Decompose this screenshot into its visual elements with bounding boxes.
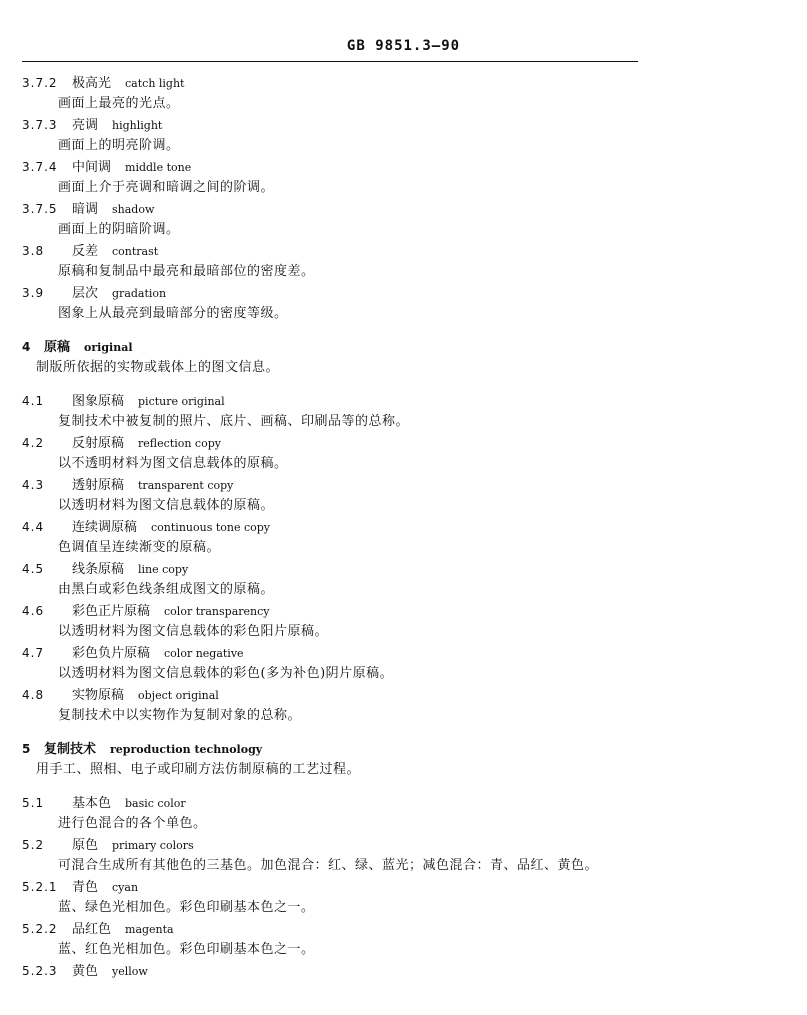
- term-english: magenta: [125, 923, 174, 936]
- term-definition: 复制技术中以实物作为复制对象的总称。: [58, 708, 302, 723]
- term-english: transparent copy: [138, 479, 234, 492]
- term-chinese: 反差: [72, 244, 99, 259]
- clause-number: 4.6: [22, 604, 45, 618]
- section-5-reproduction-technology: [22, 738, 782, 780]
- term-entry-4-2: [22, 432, 782, 474]
- term-english: basic color: [125, 797, 186, 810]
- term-chinese: 原色: [72, 838, 99, 853]
- clause-number: 3.7.3: [22, 118, 58, 132]
- clause-number: 4.8: [22, 688, 45, 702]
- term-chinese: 实物原稿: [72, 688, 125, 703]
- term-english: gradation: [112, 287, 167, 300]
- term-chinese: 透射原稿: [72, 478, 125, 493]
- term-entry-3-7-3: [22, 114, 782, 156]
- document-body: [22, 72, 782, 981]
- term-english: cyan: [112, 881, 139, 894]
- term-definition: 画面上的阴暗阶调。: [58, 222, 180, 237]
- term-chinese: 线条原稿: [72, 562, 125, 577]
- term-entry-5-1: [22, 792, 782, 834]
- term-chinese: 彩色正片原稿: [72, 604, 151, 619]
- term-english: contrast: [112, 245, 159, 258]
- section-title-english: original: [84, 341, 133, 354]
- term-definition: 原稿和复制品中最亮和最暗部位的密度差。: [58, 264, 315, 279]
- page-header: GB 9851.3—90: [346, 38, 461, 54]
- term-chinese: 青色: [72, 880, 99, 895]
- header-rule: [22, 61, 638, 62]
- term-entry-4-5: [22, 558, 782, 600]
- clause-number: 5.2.1: [22, 880, 58, 894]
- term-definition: 图象上从最亮到最暗部分的密度等级。: [58, 306, 288, 321]
- term-english: object original: [138, 689, 219, 702]
- clause-number: 5.2.3: [22, 964, 58, 978]
- term-entry-3-9: [22, 282, 782, 324]
- term-chinese: 中间调: [72, 160, 112, 175]
- section-title-english: reproduction technology: [110, 743, 263, 756]
- clause-number: 5.1: [22, 796, 45, 810]
- term-entry-4-7: [22, 642, 782, 684]
- section-number: 4: [22, 340, 32, 354]
- term-entry-4-4: [22, 516, 782, 558]
- term-english: color transparency: [164, 605, 270, 618]
- term-chinese: 亮调: [72, 118, 99, 133]
- term-chinese: 品红色: [72, 922, 112, 937]
- term-chinese: 彩色负片原稿: [72, 646, 151, 661]
- section-4-original: [22, 336, 782, 378]
- clause-number: 4.5: [22, 562, 45, 576]
- term-definition: 蓝、红色光相加色。彩色印刷基本色之一。: [58, 942, 315, 957]
- term-definition: 以透明材料为图文信息载体的彩色(多为补色)阴片原稿。: [58, 666, 394, 681]
- term-entry-5-2-1: [22, 876, 782, 918]
- clause-number: 4.7: [22, 646, 45, 660]
- clause-number: 4.4: [22, 520, 45, 534]
- term-entry-3-7-2: [22, 72, 782, 114]
- term-definition: 进行色混合的各个单色。: [58, 816, 207, 831]
- term-chinese: 层次: [72, 286, 99, 301]
- term-english: reflection copy: [138, 437, 221, 450]
- term-english: continuous tone copy: [151, 521, 271, 534]
- term-english: primary colors: [112, 839, 194, 852]
- clause-number: 5.2: [22, 838, 45, 852]
- term-english: picture original: [138, 395, 225, 408]
- term-entry-3-7-5: [22, 198, 782, 240]
- term-entry-3-7-4: [22, 156, 782, 198]
- term-entry-5-2-2: [22, 918, 782, 960]
- term-chinese: 黄色: [72, 964, 99, 979]
- term-definition: 以透明材料为图文信息载体的彩色阳片原稿。: [58, 624, 329, 639]
- term-definition: 色调值呈连续渐变的原稿。: [58, 540, 221, 555]
- clause-number: 4.2: [22, 436, 45, 450]
- clause-number: 4.1: [22, 394, 45, 408]
- term-english: shadow: [112, 203, 155, 216]
- clause-number: 3.7.2: [22, 76, 58, 90]
- section-definition: 制版所依据的实物或载体上的图文信息。: [36, 360, 280, 375]
- term-chinese: 暗调: [72, 202, 99, 217]
- term-definition: 可混合生成所有其他色的三基色。加色混合：红、绿、蓝光；减色混合：青、品红、黄色。: [58, 858, 599, 873]
- term-english: catch light: [125, 77, 185, 90]
- term-chinese: 基本色: [72, 796, 112, 811]
- term-english: highlight: [112, 119, 163, 132]
- clause-number: 3.8: [22, 244, 45, 258]
- clause-number: 3.7.5: [22, 202, 58, 216]
- section-number: 5: [22, 742, 32, 756]
- clause-number: 3.7.4: [22, 160, 58, 174]
- term-chinese: 极高光: [72, 76, 112, 91]
- term-entry-4-1: [22, 390, 782, 432]
- term-english: middle tone: [125, 161, 192, 174]
- term-english: yellow: [112, 965, 148, 978]
- clause-number: 4.3: [22, 478, 45, 492]
- section-definition: 用手工、照相、电子或印刷方法仿制原稿的工艺过程。: [36, 762, 361, 777]
- term-definition: 以不透明材料为图文信息载体的原稿。: [58, 456, 288, 471]
- term-entry-5-2-3: [22, 960, 782, 981]
- term-definition: 以透明材料为图文信息载体的原稿。: [58, 498, 275, 513]
- term-chinese: 连续调原稿: [72, 520, 138, 535]
- term-entry-4-3: [22, 474, 782, 516]
- term-definition: 画面上介于亮调和暗调之间的阶调。: [58, 180, 275, 195]
- term-definition: 画面上的明亮阶调。: [58, 138, 180, 153]
- clause-number: 5.2.2: [22, 922, 58, 936]
- term-entry-4-6: [22, 600, 782, 642]
- term-definition: 由黑白或彩色线条组成图文的原稿。: [58, 582, 275, 597]
- term-english: line copy: [138, 563, 189, 576]
- term-entry-3-8: [22, 240, 782, 282]
- term-chinese: 反射原稿: [72, 436, 125, 451]
- term-definition: 蓝、绿色光相加色。彩色印刷基本色之一。: [58, 900, 315, 915]
- section-title-chinese: 原稿: [44, 340, 71, 355]
- term-entry-4-8: [22, 684, 782, 726]
- clause-number: 3.9: [22, 286, 45, 300]
- section-title-chinese: 复制技术: [44, 742, 97, 757]
- term-chinese: 图象原稿: [72, 394, 125, 409]
- term-definition: 复制技术中被复制的照片、底片、画稿、印刷品等的总称。: [58, 414, 410, 429]
- term-entry-5-2: [22, 834, 782, 876]
- term-english: color negative: [164, 647, 244, 660]
- term-definition: 画面上最亮的光点。: [58, 96, 180, 111]
